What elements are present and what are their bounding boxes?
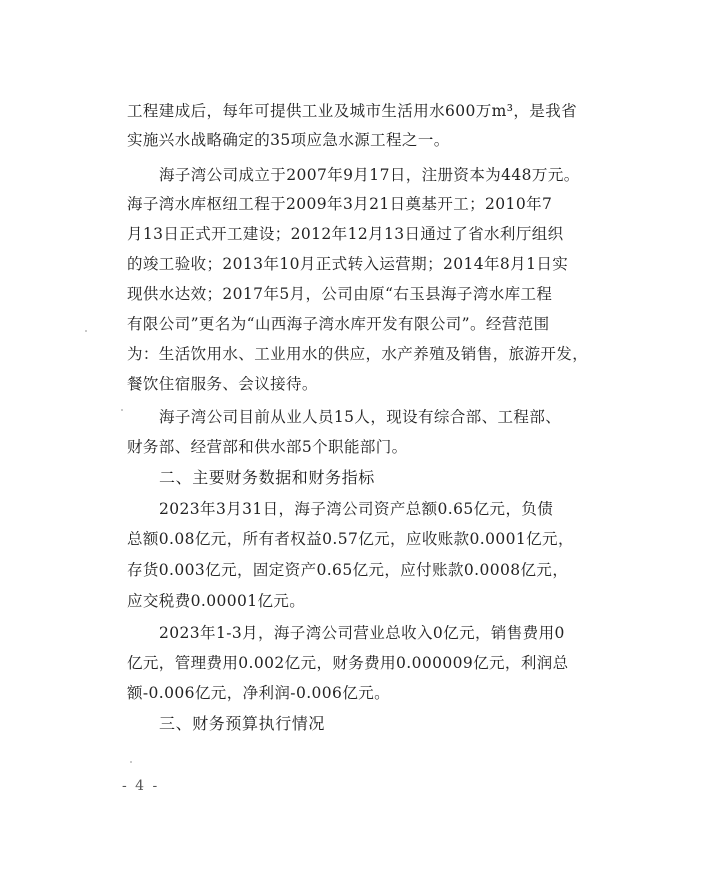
body-text-line: 餐饮住宿服务、会议接待。 bbox=[127, 375, 318, 393]
body-text-line: 现供水达效；2017年5月，公司由原“右玉县海子湾水库工程 bbox=[127, 285, 553, 303]
body-text-line: 应交税费0.00001亿元。 bbox=[127, 592, 306, 610]
body-text-line: 的竣工验收；2013年10月正式转入运营期；2014年8月1日实 bbox=[127, 255, 569, 273]
body-text-line: 实施兴水战略确定的35项应急水源工程之一。 bbox=[127, 131, 450, 149]
body-text-line: 海子湾公司目前从业人员15人，现设有综合部、工程部、 bbox=[159, 408, 562, 426]
scan-speck bbox=[121, 409, 123, 411]
page-number: - 4 - bbox=[122, 778, 160, 794]
body-text-line: 海子湾水库枢纽工程于2009年3月21日奠基开工；2010年7 bbox=[127, 195, 553, 213]
body-text-line: 存货0.003亿元，固定资产0.65亿元，应付账款0.0008亿元， bbox=[127, 561, 569, 579]
scan-speck bbox=[130, 761, 132, 763]
section-heading: 二、主要财务数据和财务指标 bbox=[159, 468, 375, 487]
body-text-line: 亿元，管理费用0.002亿元，财务费用0.000009亿元，利润总 bbox=[127, 654, 569, 672]
body-text-line: 总额0.08亿元，所有者权益0.57亿元，应收账款0.0001亿元， bbox=[127, 530, 574, 548]
section-heading: 三、财务预算执行情况 bbox=[159, 714, 326, 733]
body-text-line: 为：生活饮用水、工业用水的供应，水产养殖及销售，旅游开发， bbox=[127, 345, 589, 363]
body-text-line: 有限公司”更名为“山西海子湾水库开发有限公司”。经营范围 bbox=[127, 315, 550, 333]
body-text-line: 2023年1-3月，海子湾公司营业总收入0亿元，销售费用0 bbox=[159, 624, 565, 642]
scan-speck bbox=[85, 330, 87, 332]
body-text-line: 月13日正式开工建设；2012年12月13日通过了省水利厅组织 bbox=[127, 225, 564, 243]
body-text-line: 2023年3月31日，海子湾公司资产总额0.65亿元，负债 bbox=[159, 500, 554, 518]
body-text-line: 财务部、经营部和供水部5个职能部门。 bbox=[127, 438, 408, 456]
body-text-line: 海子湾公司成立于2007年9月17日，注册资本为448万元。 bbox=[159, 166, 580, 184]
body-text-line: 工程建成后，每年可提供工业及城市生活用水600万m³，是我省 bbox=[127, 102, 577, 120]
body-text-line: 额-0.006亿元，净利润-0.006亿元。 bbox=[127, 684, 391, 702]
